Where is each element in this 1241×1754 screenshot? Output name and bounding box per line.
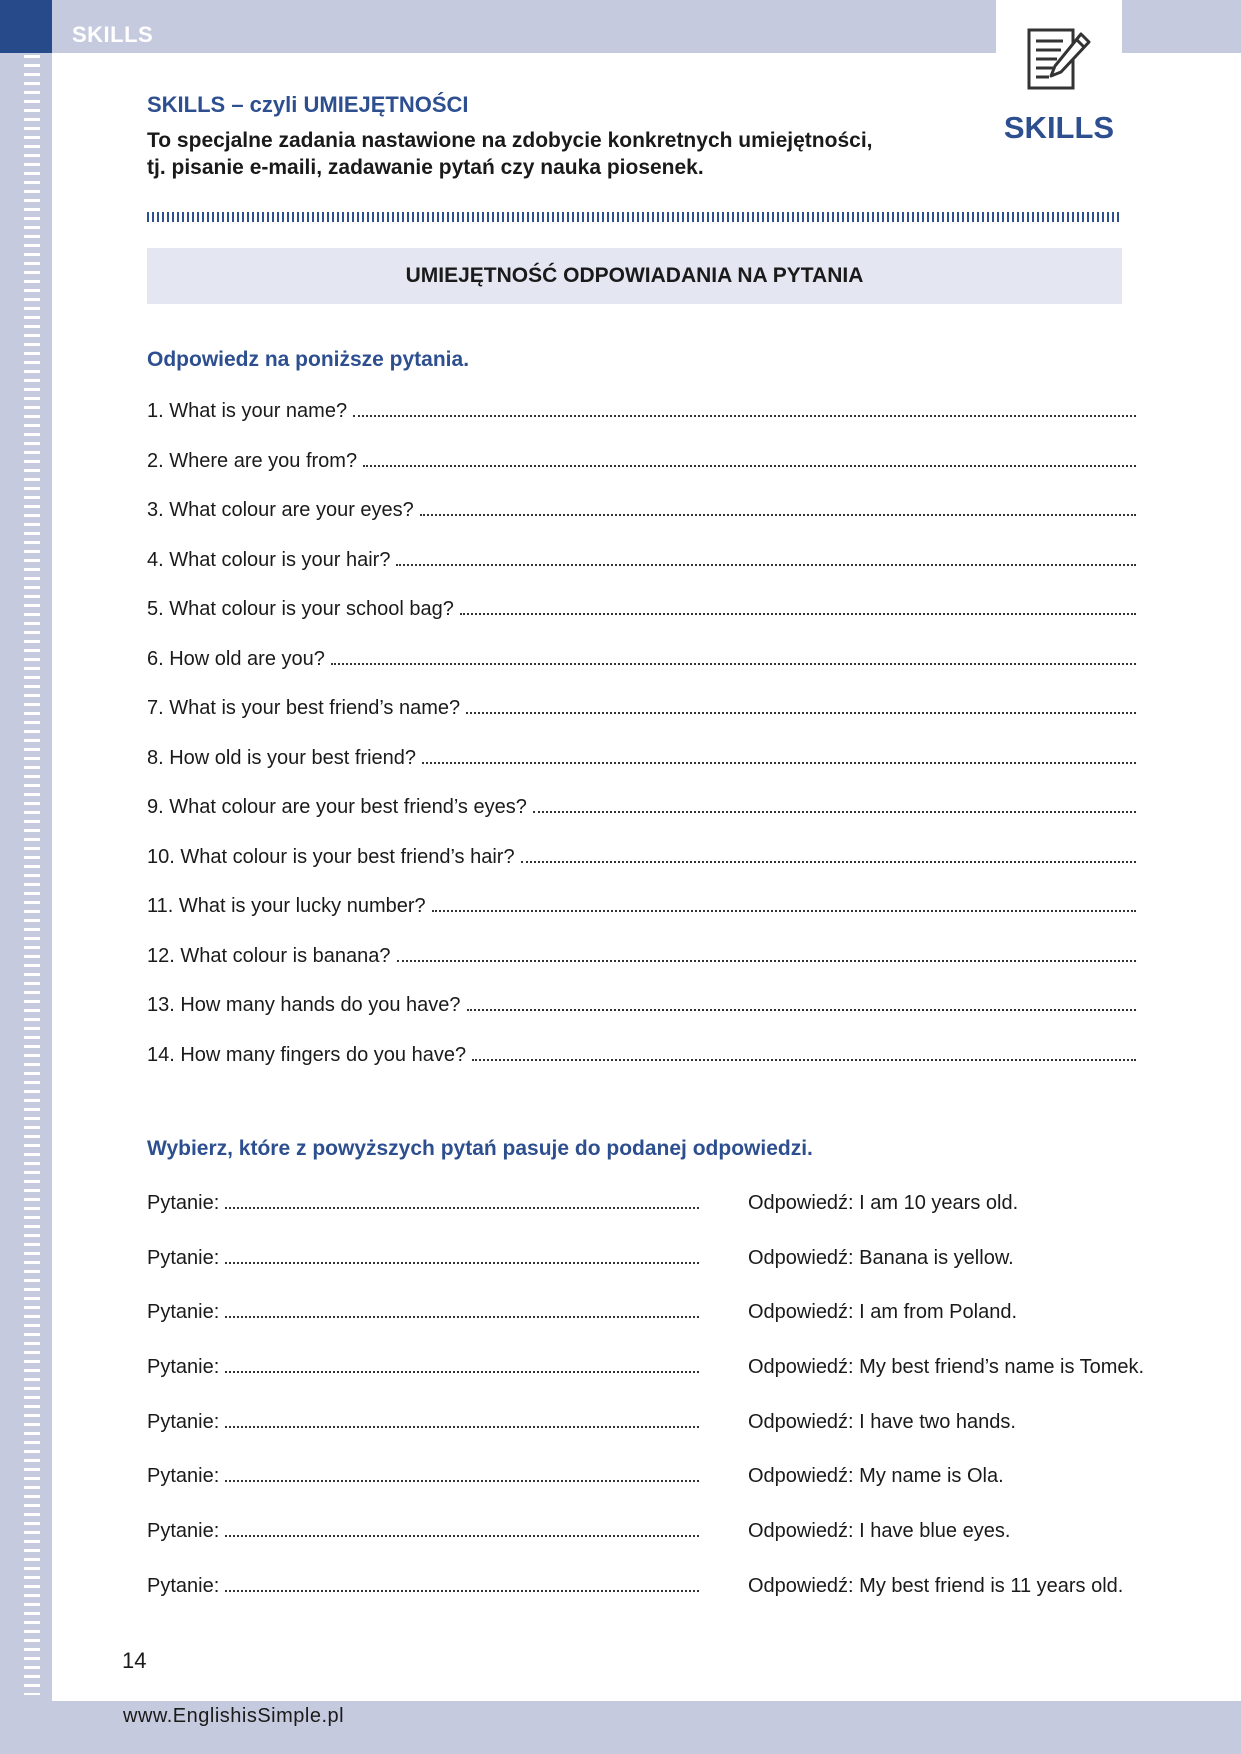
- question-text: 12. What colour is banana?: [147, 944, 391, 967]
- question-label: Pytanie:: [147, 1465, 220, 1488]
- question-slot: [147, 1465, 699, 1488]
- question-label: Pytanie:: [147, 1410, 220, 1433]
- question-slot: [147, 1192, 699, 1215]
- exercise1-instruction: Odpowiedz na poniższe pytania.: [147, 348, 470, 371]
- question-label: Pytanie:: [147, 1520, 220, 1543]
- question-row: [147, 945, 1136, 995]
- question-text: 8. How old is your best friend?: [147, 746, 417, 769]
- question-label: Pytanie:: [147, 1192, 220, 1214]
- question-line[interactable]: [225, 1371, 699, 1373]
- question-row: [147, 400, 1136, 450]
- document-pen-icon: [1023, 24, 1095, 96]
- question-row: [147, 697, 1136, 747]
- question-text: 6. How old are you?: [147, 647, 325, 670]
- answer-line[interactable]: [331, 663, 1136, 665]
- given-answer: Odpowiedź: My best friend is 11 years old.: [748, 1574, 1124, 1597]
- header-label: SKILLS: [72, 22, 154, 47]
- intro-text: [147, 127, 907, 181]
- question-row: [147, 450, 1136, 500]
- left-strip-ticks: [24, 55, 40, 1695]
- question-text: 10. What colour is your best friend’s hair?: [147, 845, 515, 868]
- question-text: 5. What colour is your school bag?: [147, 598, 454, 620]
- answer-line[interactable]: [521, 861, 1136, 863]
- pair-row: [147, 1301, 1147, 1356]
- answer-line[interactable]: [472, 1059, 1136, 1061]
- question-row: [147, 796, 1136, 846]
- question-row: [147, 1044, 1136, 1094]
- question-slot: [147, 1356, 699, 1379]
- skills-badge-title: SKILLS: [1003, 110, 1115, 145]
- question-text: 11. What is your lucky number?: [147, 895, 426, 917]
- given-answer: Odpowiedź: My best friend’s name is Tomek.: [748, 1356, 1145, 1379]
- answer-line[interactable]: [363, 465, 1136, 467]
- given-answer: Odpowiedź: I have two hands.: [748, 1410, 1016, 1433]
- dashed-divider: [147, 212, 1122, 222]
- exercise2-instruction: Wybierz, które z powyższych pytań pasuje do podanej odpowiedzi.: [147, 1137, 813, 1160]
- question-line[interactable]: [225, 1316, 699, 1318]
- intro-line-2: tj. pisanie e-maili, zadawanie pytań czy nauka piosenek.: [147, 156, 704, 179]
- intro-heading: SKILLS – czyli UMIEJĘTNOŚCI: [147, 92, 469, 117]
- question-slot: [147, 1575, 699, 1598]
- answer-line[interactable]: [460, 613, 1136, 615]
- pair-row: [147, 1356, 1147, 1411]
- pair-row: [147, 1411, 1147, 1466]
- section-banner: [147, 248, 1122, 304]
- question-row: [147, 499, 1136, 549]
- question-label: Pytanie:: [147, 1356, 220, 1379]
- pair-row: [147, 1465, 1147, 1520]
- answer-line[interactable]: [422, 762, 1136, 764]
- question-slot: [147, 1247, 699, 1270]
- given-answer: Odpowiedź: I am from Poland.: [748, 1301, 1018, 1324]
- page-number: 14: [122, 1648, 147, 1673]
- pair-row: [147, 1520, 1147, 1575]
- question-text: 9. What colour are your best friend’s eyes?: [147, 796, 527, 818]
- question-text: 7. What is your best friend’s name?: [147, 697, 461, 719]
- answer-line[interactable]: [353, 415, 1136, 417]
- question-list: [147, 400, 1136, 1093]
- question-text: 3. What colour are your eyes?: [147, 499, 414, 521]
- given-answer: Odpowiedź: Banana is yellow.: [748, 1246, 1014, 1269]
- question-text: 2. Where are you from?: [147, 449, 358, 472]
- question-line[interactable]: [225, 1262, 699, 1264]
- answer-line[interactable]: [397, 960, 1137, 962]
- answer-line[interactable]: [533, 811, 1136, 813]
- pair-row: [147, 1247, 1147, 1302]
- question-row: [147, 895, 1136, 945]
- section-title: UMIEJĘTNOŚĆ ODPOWIADANIA NA PYTANIA: [405, 264, 864, 287]
- answer-line[interactable]: [467, 1009, 1136, 1011]
- question-row: [147, 846, 1136, 896]
- question-text: 13. How many hands do you have?: [147, 994, 461, 1016]
- footer-url[interactable]: www.EnglishisSimple.pl: [123, 1705, 345, 1727]
- question-row: [147, 549, 1136, 599]
- question-text: 1. What is your name?: [147, 400, 348, 422]
- question-line[interactable]: [225, 1535, 699, 1537]
- question-row: [147, 598, 1136, 648]
- question-line[interactable]: [225, 1480, 699, 1482]
- answer-line[interactable]: [466, 712, 1136, 714]
- question-answer-pairs: [147, 1192, 1147, 1630]
- question-label: Pytanie:: [147, 1574, 220, 1597]
- question-line[interactable]: [225, 1207, 699, 1209]
- answer-line[interactable]: [396, 564, 1136, 566]
- answer-line[interactable]: [420, 514, 1136, 516]
- given-answer: Odpowiedź: My name is Ola.: [748, 1465, 1004, 1488]
- question-row: [147, 994, 1136, 1044]
- intro-line-1: To specjalne zadania nastawione na zdobycie konkretnych umiejętności,: [147, 129, 873, 152]
- given-answer: Odpowiedź: I am 10 years old.: [748, 1192, 1019, 1214]
- question-line[interactable]: [225, 1590, 699, 1592]
- question-line[interactable]: [225, 1426, 699, 1428]
- top-corner-block: [0, 0, 52, 53]
- question-label: Pytanie:: [147, 1301, 220, 1324]
- question-slot: [147, 1301, 699, 1324]
- question-text: 14. How many fingers do you have?: [147, 1043, 467, 1066]
- question-slot: [147, 1411, 699, 1434]
- answer-line[interactable]: [432, 910, 1136, 912]
- pair-row: [147, 1192, 1147, 1247]
- question-text: 4. What colour is your hair?: [147, 548, 391, 571]
- pair-row: [147, 1575, 1147, 1630]
- question-row: [147, 648, 1136, 698]
- question-label: Pytanie:: [147, 1246, 220, 1269]
- question-row: [147, 747, 1136, 797]
- given-answer: Odpowiedź: I have blue eyes.: [748, 1520, 1011, 1543]
- question-slot: [147, 1520, 699, 1543]
